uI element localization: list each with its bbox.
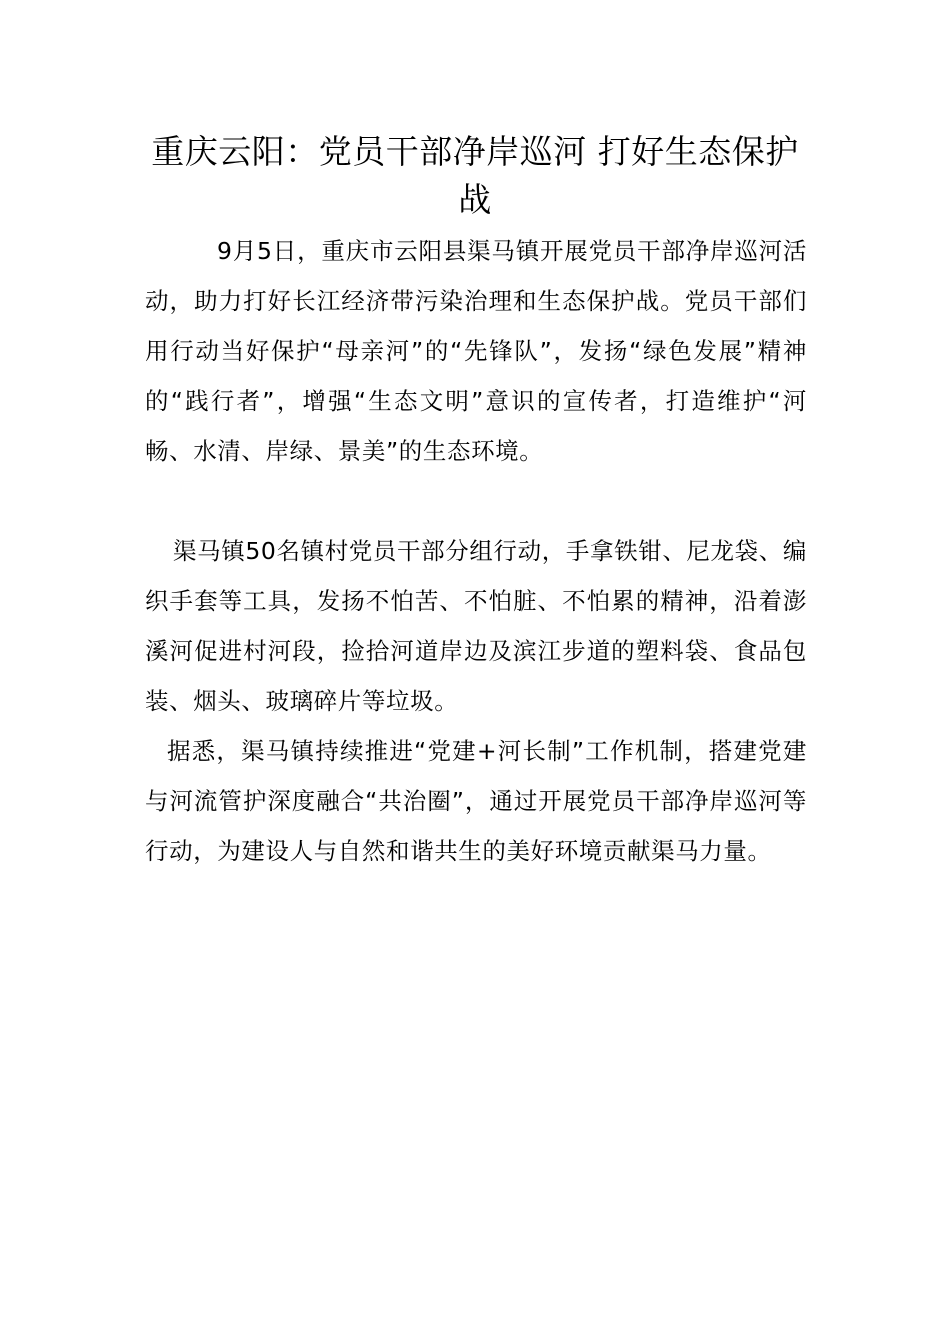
paragraph-1: 9月5日，重庆市云阳县渠马镇开展党员干部净岸巡河活动，助力打好长江经济带污染治理和生态保护战。党员干部们用行动当好保护“母亲河”的“先锋队”，发扬“绿色发展”精神的“践行者”，增强“生态文明”意识的宣传者，打造维护“河畅、水清、岸绿、景美”的生态环境。: [145, 237, 807, 465]
paragraph-3: 据悉，渠马镇持续推进“党建+河长制”工作机制，搭建党建与河流管护深度融合“共治圈”，通过开展党员干部净岸巡河等行动，为建设人与自然和谐共生的美好环境贡献渠马力量。: [145, 737, 807, 865]
article-title: 重庆云阳：党员干部净岸巡河 打好生态保护战: [151, 132, 799, 219]
paragraph-2: 渠马镇50名镇村党员干部分组行动，手拿铁钳、尼龙袋、编织手套等工具，发扬不怕苦、不怕脏、不怕累的精神，沿着澎溪河促进村河段，捡拾河道岸边及滨江步道的塑料袋、食品包装、烟头、玻璃碎片等垃圾。: [145, 537, 807, 715]
